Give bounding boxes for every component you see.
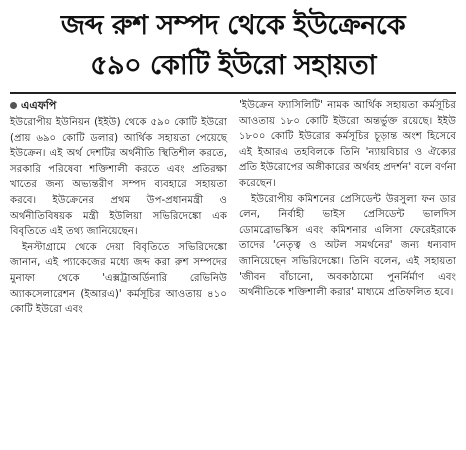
headline-line-2: ৫৯০ কোটি ইউরো সহায়তা [90, 50, 376, 81]
headline-line-1: জব্দ রুশ সম্পদ থেকে ইউক্রেনকে [60, 10, 406, 41]
paragraph: ইউরোপীয় কমিশনের প্রেসিডেন্ট উরসুলা ফন ডার লেন, নির্বাহী ভাইস প্রেসিডেন্ট ভালদিস ডোমব্রোভস্কিস এবং কমিশনার এলিসা ফেরেইরাকে তাদের 'নেতৃত্ব ও অটল সমর্থনের' জন্য ধন্যবাদ জানিয়েছেন সভিরিদেঙ্কো। তিনি বলেন, এই সহায়তা 'জীবন বাঁচানো, অবকাঠামো পুনর্নির্মাণ এবং অর্থনীতিকে শক্তিশালী করার' মাধ্যমে প্রতিফলিত হবে। [239, 193, 456, 299]
article-column-right [239, 98, 456, 318]
paragraph: ইউরোপীয় ইউনিয়ন (ইইউ) থেকে ৫৯০ কোটি ইউরো (প্রায় ৬৯০ কোটি ডলার) আর্থিক সহায়তা পেয়েছে ইউক্রেন। এই অর্থ দেশটির অর্থনীতি স্থিতিশীল করতে, সরকারি পরিষেবা শক্তিশালী করতে এবং প্রতিরক্ষা খাতের জন্য অভ্যন্তরীণ সম্পদ ব্যবহারে সহায়তা করবে। ইউক্রেনের প্রথম উপ-প্রধানমন্ত্রী ও অর্থনীতিবিষয়ক মন্ত্রী ইউলিয়া সভিরিদেঙ্কো এক বিবৃতিতে এই তথ্য জানিয়েছেন। [10, 117, 227, 238]
headline [10, 6, 456, 86]
article-body [10, 98, 456, 318]
paragraph: 'ইউক্রেন ফ্যাসিলিটি' নামক আর্থিক সহায়তা কর্মসূচির আওতায় ১৮০ কোটি ইউরো অন্তর্ভুক্ত রয়েছে। ইইউ ১৮০০ কোটি ইউরোর কর্মসূচির চূড়ান্ত অংশ হিসেবে এই ইআরএ তহবিলকে তিনি 'ন্যায়বিচার ও ঐক্যের প্রতি ইউরোপের অঙ্গীকারের অর্থবহ প্রদর্শন' বলে বর্ণনা করেছেন। [239, 100, 456, 189]
byline-source: এএফপি [21, 99, 57, 112]
headline-divider [10, 92, 456, 94]
paragraph: ইনস্টাগ্রামে থেকে দেয়া বিবৃতিতে সভিরিদেঙ্কো জানান, এই প্যাকেজের মধ্যে জব্দ করা রুশ সম্পদের মুনাফা থেকে 'এক্সট্রাঅর্ডিনারি রেভিনিউ অ্যাকসেলারেশন (ইআরএ)' কর্মসূচির আওতায় ৪১০ কোটি ইউরো এবং [10, 241, 227, 316]
byline-bullet-icon [10, 102, 17, 109]
byline [10, 98, 227, 113]
article-column-left [10, 98, 227, 318]
